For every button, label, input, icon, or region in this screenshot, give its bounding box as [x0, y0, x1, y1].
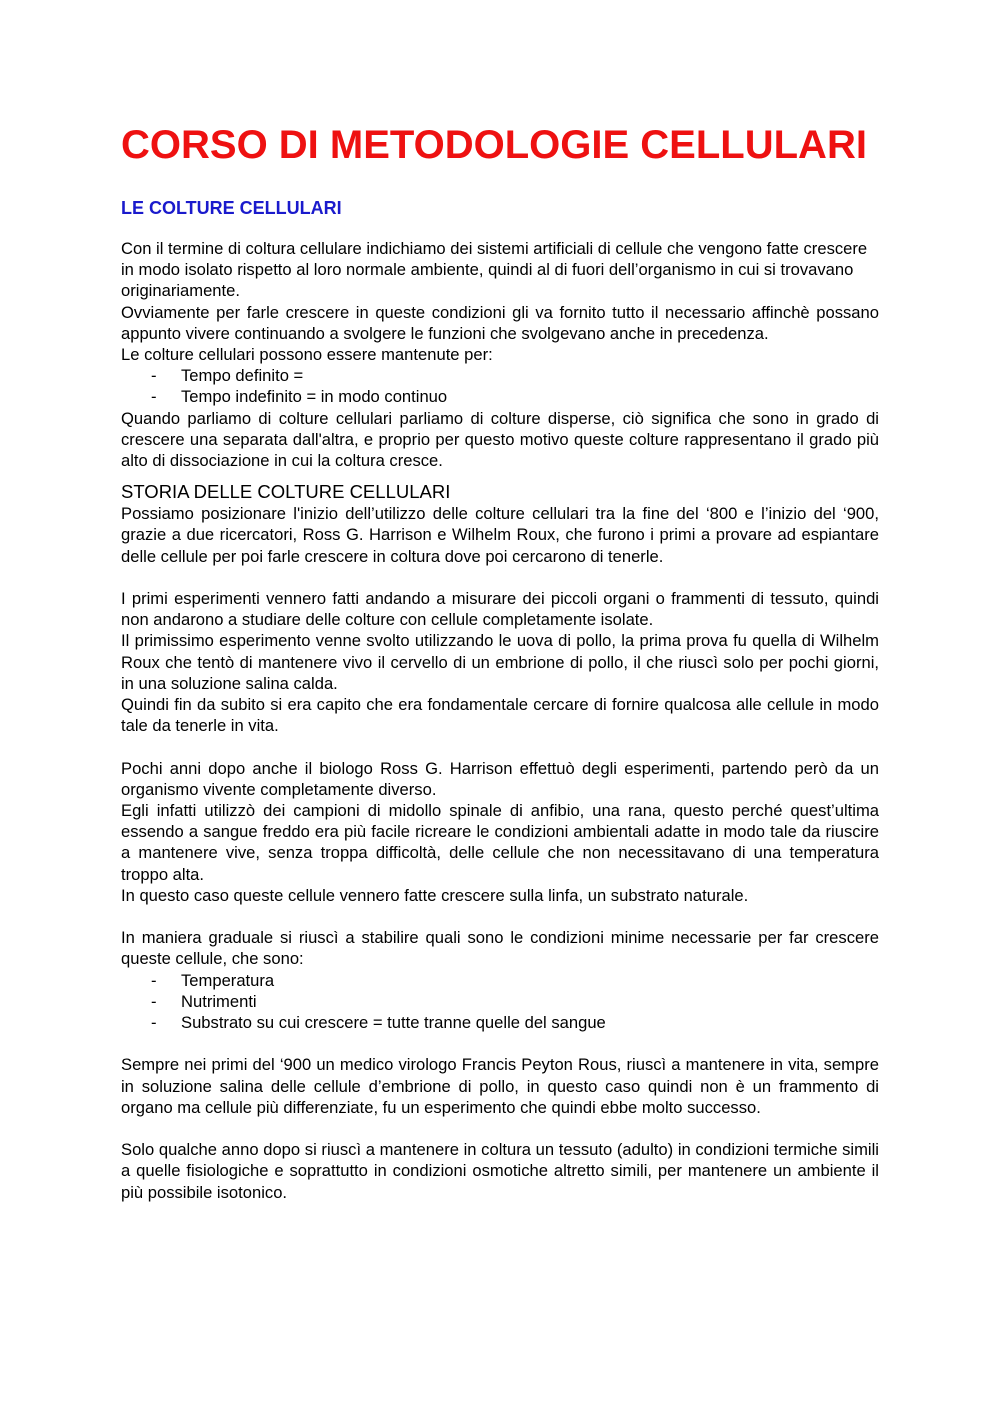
- document-title: CORSO DI METODOLOGIE CELLULARI: [121, 123, 867, 167]
- list-item: - Tempo definito =: [151, 366, 304, 386]
- paragraph: Con il termine di coltura cellulare indichiamo dei sistemi artificiali di cellule che vengono fatte crescere in modo isolato rispetto al loro normale ambiente, quindi al di fuori dell’organismo in cui si trovavano originariamente.: [121, 239, 868, 301]
- document-body: [121, 238, 879, 1203]
- paragraph: Solo qualche anno dopo si riuscì a mantenere in coltura un tessuto (adulto) in condizioni termiche simili a quelle fisiologiche e soprattutto in condizioni osmotiche altretto simili, per mantenere un ambiente il più possibile isotonico.: [121, 1140, 879, 1202]
- paragraph: Il primissimo esperimento venne svolto utilizzando le uova di pollo, la prima prova fu quella di Wilhelm Roux che tentò di mantenere vivo il cervello di un embrione di pollo, il che riuscì solo per pochi giorni, in una soluzione salina calda.: [121, 631, 879, 693]
- paragraph: Quindi fin da subito si era capito che era fondamentale cercare di fornire qualcosa alle cellule in modo tale da tenerle in vita.: [121, 695, 879, 736]
- paragraph: Pochi anni dopo anche il biologo Ross G. Harrison effettuò degli esperimenti, partendo però da un organismo vivente completamente diverso.: [121, 758, 879, 799]
- paragraph: In maniera graduale si riuscì a stabilire quali sono le condizioni minime necessarie per far crescere queste cellule, che sono:: [121, 928, 879, 969]
- paragraph: Sempre nei primi del ‘900 un medico virologo Francis Peyton Rous, riuscì a mantenere in vita, sempre in soluzione salina delle cellule d’embrione di pollo, in questo caso quindi non è un frammento di organo ma cellule più differenziate, fu un esperimento che quindi ebbe molto successo.: [121, 1055, 879, 1117]
- paragraph: Ovviamente per farle crescere in queste condizioni gli va fornito tutto il necessario affinchè possano appunto vivere continuando a svolgere le funzioni che svolgevano anche in precedenza.: [121, 302, 879, 343]
- paragraph: Quando parliamo di colture cellulari parliamo di colture disperse, ciò significa che sono in grado di crescere una separata dall'altra, e proprio per questo motivo queste colture rappresentano il grado più alto di dissociazione in cui la coltura cresce.: [121, 408, 879, 471]
- list-dash: -: [151, 991, 157, 1011]
- list-dash: -: [151, 366, 157, 386]
- paragraph-gap: [121, 1033, 879, 1054]
- list-item: - Tempo indefinito = in modo continuo: [151, 387, 448, 407]
- paragraph: I primi esperimenti vennero fatti andando a misurare dei piccoli organi o frammenti di tessuto, quindi non andarono a studiare delle colture con cellule completamente isolate.: [121, 589, 879, 630]
- paragraph-gap: [121, 1118, 879, 1139]
- list-item: - Substrato su cui crescere = tutte tranne quelle del sangue: [151, 1013, 606, 1033]
- paragraph: In questo caso queste cellule vennero fatte crescere sulla linfa, un substrato naturale.: [121, 885, 749, 905]
- paragraph: Le colture cellulari possono essere mantenute per:: [121, 345, 493, 365]
- paragraph-gap: [121, 736, 879, 757]
- paragraph-gap: [121, 906, 879, 927]
- list-dash: -: [151, 387, 157, 407]
- paragraph: Egli infatti utilizzò dei campioni di midollo spinale di anfibio, una rana, questo perché quest’ultima essendo a sangue freddo era più facile ricreare le condizioni ambientali adatte in modo tale da riuscire a mantenere vive, senza troppa difficoltà, delle cellule che non necessitavano di una temperatura troppo alta.: [121, 801, 879, 884]
- list-dash: -: [151, 970, 157, 990]
- paragraph-gap: [121, 567, 879, 588]
- list-item: - Nutrimenti: [151, 991, 257, 1011]
- section-heading-colture: LE COLTURE CELLULARI: [121, 198, 342, 218]
- requirements-list: [121, 970, 879, 1034]
- section-heading-storia: STORIA DELLE COLTURE CELLULARI: [121, 481, 451, 503]
- conditions-list: [121, 365, 879, 407]
- list-dash: -: [151, 1013, 157, 1033]
- list-item: - Temperatura: [151, 970, 275, 990]
- paragraph: Possiamo posizionare l'inizio dell’utilizzo delle colture cellulari tra la fine del ‘800 e l’inizio del ‘900, grazie a due ricercatori, Ross G. Harrison e Wilhelm Roux, che furono i primi a provare ad espiantare delle cellule per poi farle crescere in coltura dove poi cercarono di tenerle.: [121, 504, 879, 566]
